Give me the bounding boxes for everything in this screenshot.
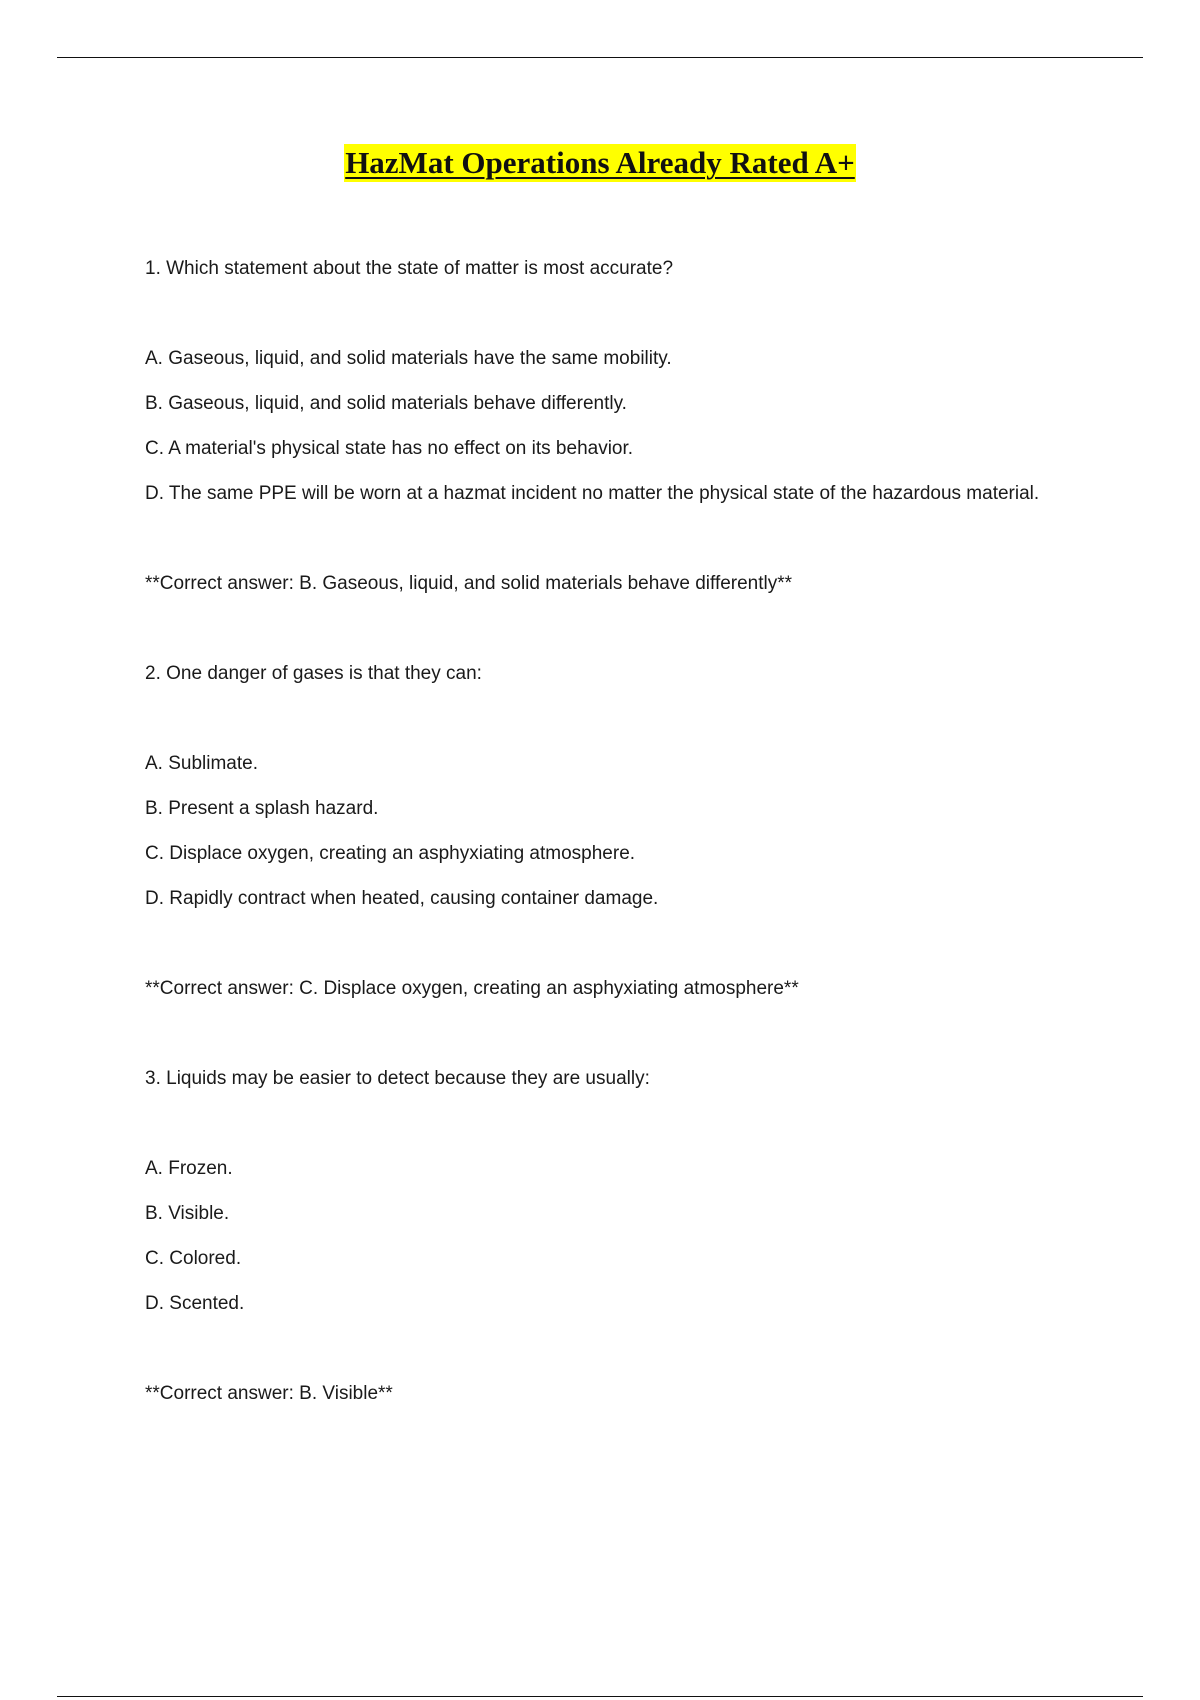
correct-answer: **Correct answer: B. Gaseous, liquid, and solid materials behave differently**: [145, 573, 793, 594]
header-rule: [57, 57, 1143, 58]
question-block-3: [145, 1064, 1045, 1409]
question-block-2: [145, 659, 1045, 1004]
correct-answer: **Correct answer: B. Visible**: [145, 1383, 393, 1404]
answer-option: D. The same PPE will be worn at a hazmat incident no matter the physical state of the hazardous material.: [145, 483, 1040, 504]
question-prompt: 1. Which statement about the state of matter is most accurate?: [145, 258, 674, 279]
answer-option: D. Rapidly contract when heated, causing container damage.: [145, 888, 659, 909]
answer-option: B. Visible.: [145, 1203, 230, 1224]
title-container: [0, 144, 1200, 182]
answer-option: B. Gaseous, liquid, and solid materials behave differently.: [145, 393, 627, 414]
question-block-1: [145, 254, 1045, 599]
answer-option: D. Scented.: [145, 1293, 245, 1314]
question-prompt: 2. One danger of gases is that they can:: [145, 663, 482, 684]
document-body: [145, 254, 1045, 1469]
answer-option: C. Displace oxygen, creating an asphyxiating atmosphere.: [145, 843, 636, 864]
correct-answer: **Correct answer: C. Displace oxygen, creating an asphyxiating atmosphere**: [145, 978, 799, 999]
answer-option: A. Gaseous, liquid, and solid materials have the same mobility.: [145, 348, 672, 369]
answer-option: A. Sublimate.: [145, 753, 258, 774]
answer-option: B. Present a splash hazard.: [145, 798, 379, 819]
footer-rule: [57, 1696, 1143, 1697]
question-prompt: 3. Liquids may be easier to detect because they are usually:: [145, 1068, 650, 1089]
document-title: HazMat Operations Already Rated A+: [345, 145, 855, 180]
answer-option: C. Colored.: [145, 1248, 242, 1269]
answer-option: A. Frozen.: [145, 1158, 233, 1179]
answer-option: C. A material's physical state has no effect on its behavior.: [145, 438, 634, 459]
